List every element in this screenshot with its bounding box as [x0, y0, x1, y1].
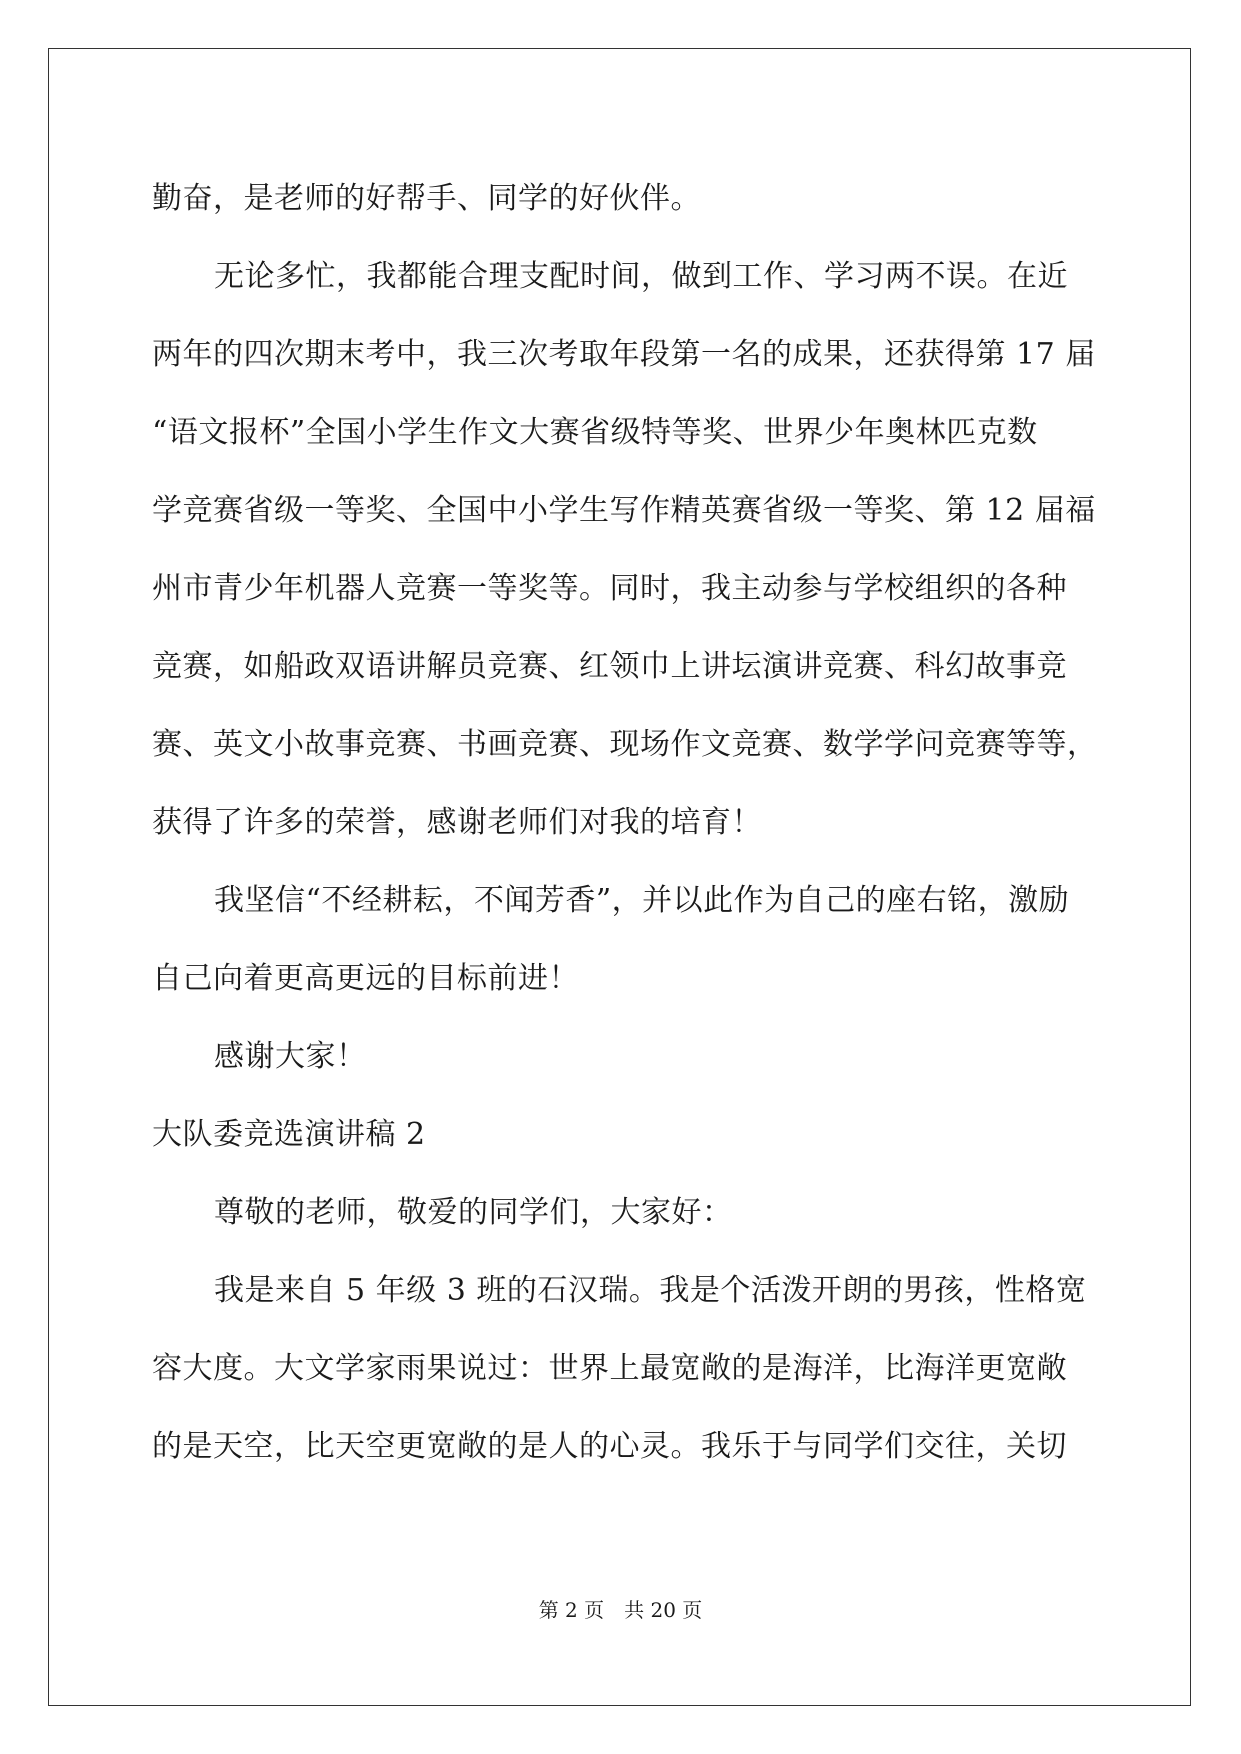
text-line: 容大度。大文学家雨果说过：世界上最宽敞的是海洋，比海洋更宽敞	[152, 1351, 1067, 1386]
text-line: 勤奋，是老师的好帮手、同学的好伙伴。	[152, 181, 701, 216]
page-total: 共 20 页	[624, 1598, 703, 1622]
text-line: 竞赛，如船政双语讲解员竞赛、红领巾上讲坛演讲竞赛、科幻故事竞	[152, 649, 1067, 684]
page-number: 第 2 页	[538, 1598, 605, 1622]
text-line: 赛、英文小故事竞赛、书画竞赛、现场作文竞赛、数学学问竞赛等等，	[152, 727, 1098, 762]
text-line: 学竞赛省级一等奖、全国中小学生写作精英赛省级一等奖、第 12 届福	[152, 493, 1096, 528]
page-footer	[0, 1596, 1241, 1624]
text-line: 无论多忙，我都能合理支配时间，做到工作、学习两不误。在近	[214, 259, 1068, 294]
section-heading: 大队委竞选演讲稿 2	[152, 1117, 426, 1152]
text-line: 我是来自 5 年级 3 班的石汉瑞。我是个活泼开朗的男孩，性格宽	[214, 1273, 1087, 1308]
text-line: 获得了许多的荣誉，感谢老师们对我的培育！	[152, 805, 762, 840]
text-line: 我坚信“不经耕耘，不闻芳香”，并以此作为自己的座右铭，激励	[214, 883, 1070, 918]
text-line: 尊敬的老师，敬爱的同学们，大家好：	[214, 1195, 733, 1230]
document-body	[152, 160, 1098, 1486]
text-line: 的是天空，比天空更宽敞的是人的心灵。我乐于与同学们交往，关切	[152, 1429, 1067, 1464]
text-line: “语文报杯”全国小学生作文大赛省级特等奖、世界少年奥林匹克数	[152, 415, 1038, 450]
text-line: 自己向着更高更远的目标前进！	[152, 961, 579, 996]
text-line: 州市青少年机器人竞赛一等奖等。同时，我主动参与学校组织的各种	[152, 571, 1067, 606]
text-line: 两年的四次期末考中，我三次考取年段第一名的成果，还获得第 17 届	[152, 337, 1096, 372]
text-line: 感谢大家！	[214, 1039, 367, 1074]
